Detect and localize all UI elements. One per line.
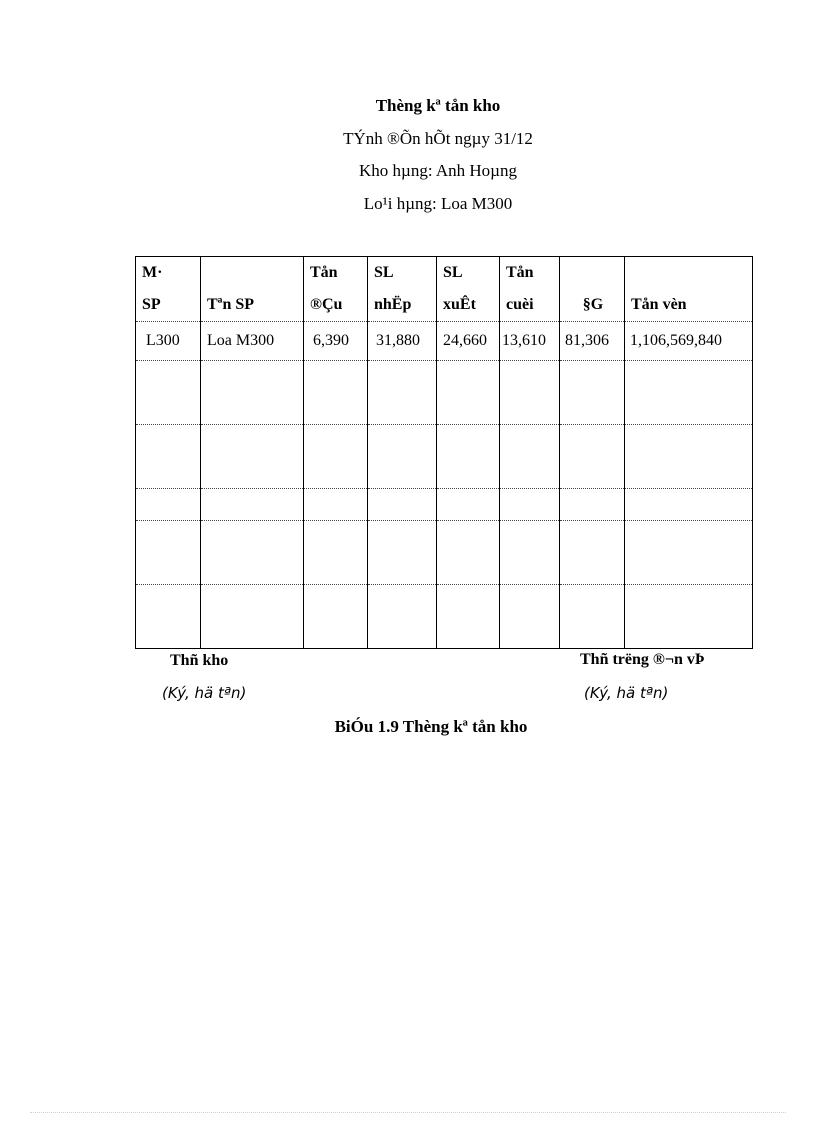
empty-row [136,425,753,489]
cell-qty-in: 31,880 [368,322,437,361]
empty-row [136,361,753,425]
unit-head-signature-title: Thñ trëng ®¬n vÞ [580,651,705,668]
empty-row [136,489,753,521]
cell-unit-price: 81,306 [560,322,625,361]
column-header-qty-in: SL nhËp [368,257,437,322]
report-warehouse-line: Kho hµng: Anh Hoµng [359,161,517,180]
cell-opening-stock: 6,390 [304,322,368,361]
report-date-line: TÝnh ®Õn hÕt ngµy 31/12 [343,129,533,148]
report-type-line: Lo¹i hµng: Loa M300 [363,194,513,213]
cell-stock-value: 1,106,569,840 [625,322,753,361]
column-header-qty-out: SL xuÊt [437,257,500,322]
cell-closing-stock: 13,610 [500,322,560,361]
column-header-closing-stock: Tån cuèi [500,257,560,322]
column-header-unit-price: §G [560,257,625,322]
column-header-name: Tªn SP [201,257,304,322]
report-title: Thèng kª tån kho [375,96,501,115]
page-bottom-rule [30,1112,786,1113]
empty-row [136,521,753,585]
cell-name: Loa M300 [201,322,304,361]
cell-qty-out: 24,660 [437,322,500,361]
storekeeper-signature-note: (Ký, hä tªn) [162,684,247,702]
empty-row [136,585,753,649]
storekeeper-signature-title: Thñ kho [170,652,229,669]
inventory-table [135,256,753,649]
table-row [136,322,753,361]
cell-code: L300 [136,322,201,361]
table-header-row [136,257,753,322]
unit-head-signature-note: (Ký, hä tªn) [584,684,669,702]
figure-caption: BiÓu 1.9 Thèng kª tån kho [334,717,528,736]
column-header-code: M· SP [136,257,201,322]
column-header-opening-stock: Tån ®Çu [304,257,368,322]
column-header-stock-value: Tån vèn [625,257,753,322]
